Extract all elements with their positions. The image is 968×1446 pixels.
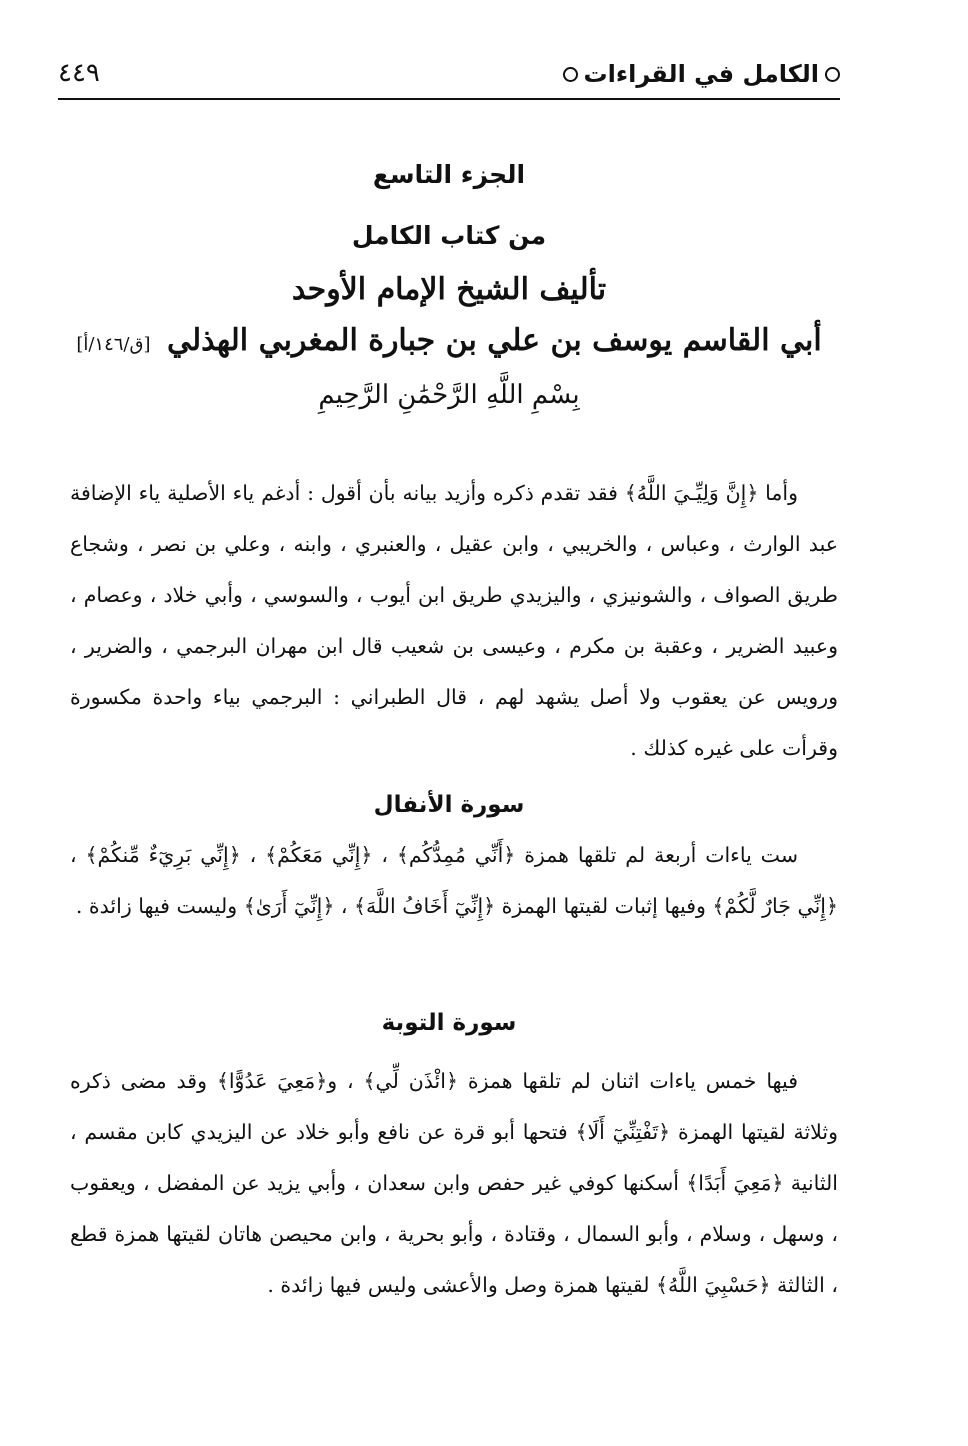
paragraph-tawba bbox=[70, 1056, 838, 1311]
page-header bbox=[58, 52, 840, 100]
running-title-text: الكامل في القراءات bbox=[583, 60, 819, 88]
book-title: من كتاب الكامل bbox=[351, 221, 547, 250]
author-name: أبي القاسم يوسف بن علي بن جبارة المغربي الهذلي bbox=[166, 323, 822, 358]
basmala: بِسْمِ اللَّهِ الرَّحْمَٰنِ الرَّحِيمِ bbox=[318, 380, 580, 410]
part-title: الجزء التاسع bbox=[372, 160, 526, 189]
circle-ornament-icon bbox=[563, 67, 578, 82]
circle-ornament-icon bbox=[825, 67, 840, 82]
paragraph-anfal bbox=[70, 830, 838, 932]
paragraph-text: وأما ﴿إِنَّ وَلِيِّـيَ اللَّهُ﴾ فقد تقدم ذكره وأزيد بيانه بأن أقول : أدغم ياء الأصلية ياء الإضافة عبد الوارث ، وعباس ، والخريبي ، وابن عقيل ، والعنبري ، وابنه ، وعلي بن نصر ، وشجاع طريق الصواف ، والشونيزي ، واليزيدي طريق ابن أيوب ، والسوسي ، وأبي خلاد ، وعصام ، وعبيد الضرير ، وعقبة بن مكرم ، وعيسى بن شعيب قال ابن مهران البرجمي ، والضرير ، ورويس عن يعقوب ولا أصل يشهد لهم ، قال الطبراني : البرجمي بياء واحدة مكسورة وقرأت على غيره كذلك . bbox=[70, 481, 838, 760]
running-title bbox=[563, 60, 840, 88]
page-number: ٤٤٩ bbox=[58, 58, 100, 88]
author-name-line bbox=[60, 323, 838, 358]
title-block bbox=[60, 160, 838, 410]
paragraph-intro bbox=[70, 468, 838, 774]
paragraph-text: فيها خمس ياءات اثنان لم تلقها همزة ﴿ائْذَن لِّي﴾ ، و﴿مَعِيَ عَدُوًّا﴾ وقد مضى ذكره وثلاثة لقيتها الهمزة ﴿تَفْتِنِّيٓ أَلَا﴾ فتحها أبو قرة عن نافع وأبو خلاد عن اليزيدي كابن مقسم ، الثانية ﴿مَعِيَ أَبَدًا﴾ أسكنها كوفي غير حفص وابن سعدان ، وأبي يزيد عن المفضل ، ويعقوب ، وسهل ، وسلام ، وأبو السمال ، وقتادة ، وأبو بحرية ، وابن محيصن هاتان لقيتها همزة قطع ، الثالثة ﴿حَسْبِيَ اللَّهُ﴾ لقيتها همزة وصل والأعشى وليس فيها زائدة . bbox=[70, 1069, 838, 1297]
folio-reference: [ق/١٤٦/أ] bbox=[76, 334, 151, 355]
section-heading-tawba: سورة التوبة bbox=[381, 1010, 517, 1036]
section-heading-anfal: سورة الأنفال bbox=[373, 792, 525, 818]
author-line: تأليف الشيخ الإمام الأوحد bbox=[291, 272, 607, 307]
paragraph-text: ست ياءات أربعة لم تلقها همزة ﴿أَنِّي مُمِدُّكُم﴾ ، ﴿إِنِّي مَعَكُمْ﴾ ، ﴿إِنِّي بَرِيٓءٌ مِّنكُمْ﴾ ، ﴿إِنِّي جَارٌ لَّكُمْ﴾ وفيها إثبات لقيتها الهمزة ﴿إِنِّيٓ أَخَافُ اللَّهَ﴾ ، ﴿إِنِّيٓ أَرَىٰ﴾ وليست فيها زائدة . bbox=[70, 843, 838, 918]
